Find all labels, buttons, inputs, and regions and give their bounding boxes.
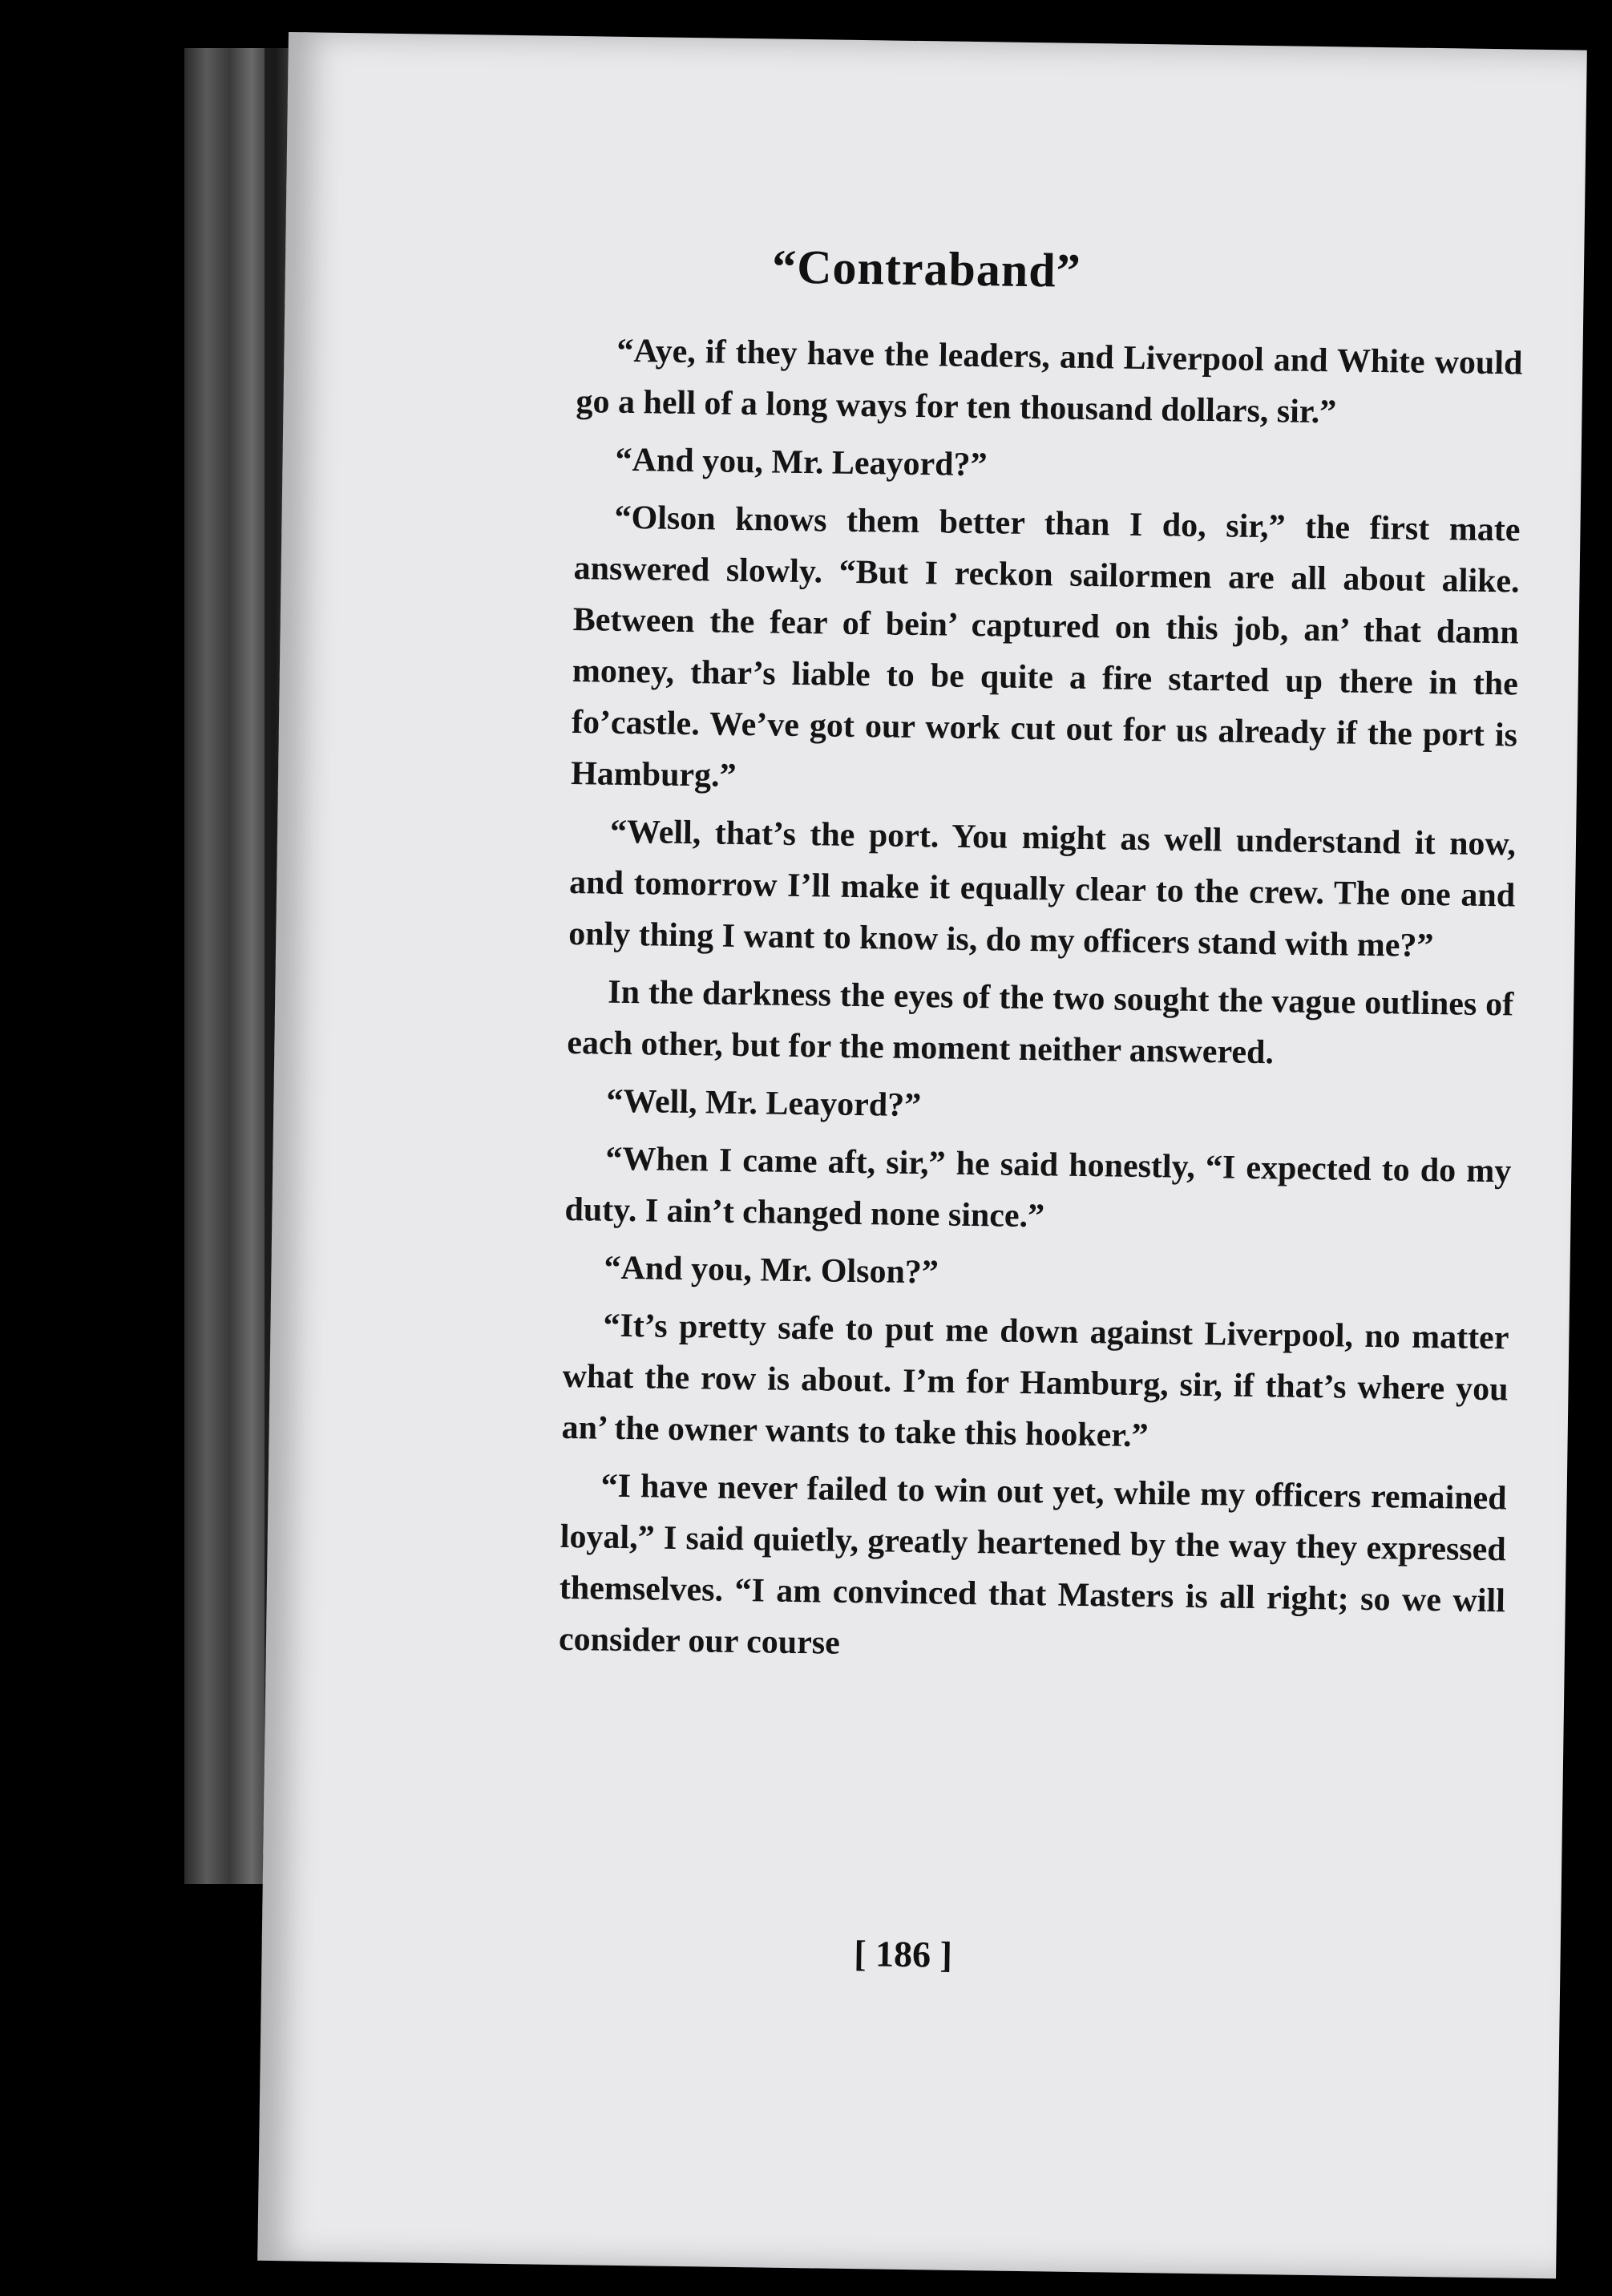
paragraph: “And you, Mr. Leayord?”	[615, 441, 988, 484]
paragraph: “And you, Mr. Olson?”	[604, 1249, 939, 1292]
book-page	[257, 32, 1587, 2278]
paragraph: “Olson knows them better than I do, sir,” the first mate answered slowly. “But I reckon sailormen are all about alike. Between the fear of bein’ captured on this job, an’ that damn money, thar’s liable to be quite a fire started up there in the fo’castle. We’ve got our work cut out for us already if the port is Hamburg.”	[570, 499, 1521, 794]
page-body	[558, 325, 1522, 1684]
paragraph: “Well, Mr. Leayord?”	[606, 1082, 922, 1125]
paragraph: “Aye, if they have the leaders, and Liverpool and White would go a hell of a long ways for ten thousand dollars, sir.”	[576, 332, 1523, 431]
paragraph: In the darkness the eyes of the two sought the vague outlines of each other, but for the moment neither answered.	[567, 973, 1514, 1072]
paragraph: “I have never failed to win out yet, while my officers remained loyal,” I said quietly, greatly heartened by the way they expressed themselves. “I am convinced that Masters is all right; so we will consider our course	[558, 1467, 1507, 1662]
paragraph: “When I came aft, sir,” he said honestly, “I expected to do my duty. I ain’t changed none since.”	[564, 1140, 1512, 1235]
page-number: [ 186 ]	[853, 1933, 953, 1975]
paragraph: “Well, that’s the port. You might as well understand it now, and tomorrow I’ll make it equally clear to the crew. The one and only thing I want to know is, do my officers stand with me?”	[568, 813, 1517, 965]
paragraph: “It’s pretty safe to put me down against Liverpool, no matter what the row is about. I’m for Hamburg, sir, if that’s where you an’ the owner wants to take this hooker.”	[561, 1307, 1509, 1455]
running-head: “Contraband”	[771, 240, 1082, 297]
